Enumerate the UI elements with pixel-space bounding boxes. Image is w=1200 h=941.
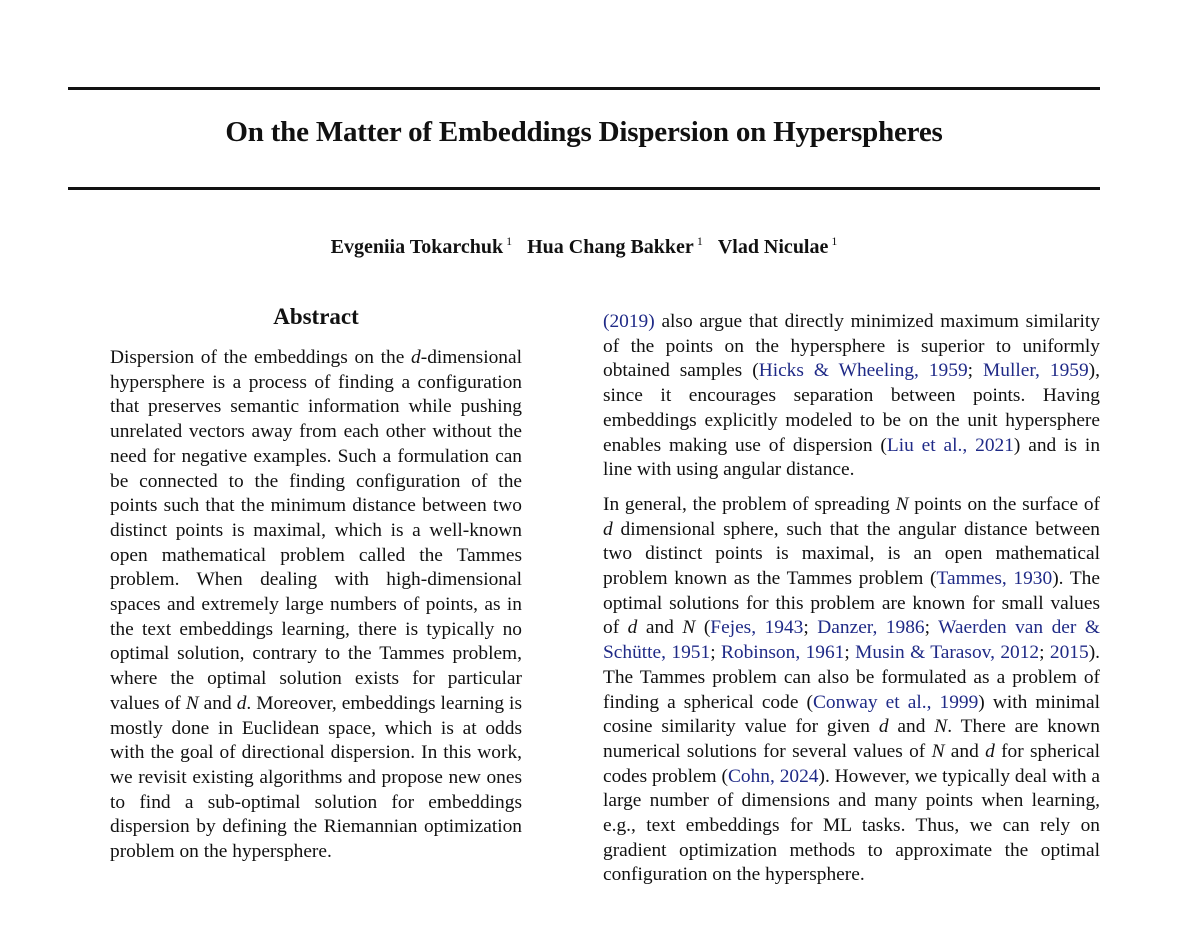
title-bottom-rule: [68, 187, 1100, 190]
text-run: ;: [803, 617, 818, 639]
abstract-heading: Abstract: [273, 304, 359, 329]
math-var: d: [878, 716, 889, 738]
text-run: ). However, we typically deal with a large number of dimensions and many points when learning, e.g., text embeddings for ML tasks. Thus, we can rely on gradient optimization methods to approximate the optimal configuration on the hypersphere.: [603, 765, 1100, 886]
author: [718, 236, 838, 258]
author-affiliation: 1: [831, 234, 838, 248]
author: [331, 236, 512, 258]
author-name: Hua Chang Bakker: [527, 236, 694, 258]
text-run: ;: [924, 617, 939, 639]
abstract-text: [110, 346, 522, 865]
text-run: and: [888, 716, 935, 738]
text-run: ;: [844, 642, 856, 664]
text-run: for spherical codes problem (: [603, 740, 1100, 787]
math-var: d: [985, 740, 995, 762]
text-run: and: [944, 740, 986, 762]
citation-link[interactable]: Cohn, 2024: [727, 765, 819, 787]
math-var: N: [931, 740, 945, 762]
math-var: d: [627, 617, 638, 639]
paper-title: On the Matter of Embeddings Dispersion on Hyperspheres: [225, 116, 943, 148]
text-run: ), since it encourages separation between points. Having embeddings explicitly modeled to be on the unit hypersphere enables making use of dispersion (: [603, 360, 1100, 456]
citation-link[interactable]: Hicks & Wheeling, 1959: [758, 360, 968, 382]
abstract-text-run: Dispersion of the embeddings on the: [110, 347, 412, 368]
body-paragraph: [603, 310, 1100, 483]
body-column: [603, 310, 1100, 888]
text-run: . There are known numerical solutions for several values of: [603, 716, 1100, 762]
text-run: points on the surface of: [908, 493, 1100, 515]
body-paragraph: [603, 493, 1100, 888]
math-var: d: [236, 692, 247, 714]
author-list: [68, 234, 1100, 259]
math-var: N: [895, 493, 909, 515]
abstract-text-run: -dimensional hypersphere is a process of finding a configuration that preserves semantic information while pushing unrelated vectors away from each other without the need for negative examples. Such a formulation can be connected to the finding configuration of the points such that the minimum distance between two distinct points is maximal, which is a well-known open mathematical problem called the Tammes problem. When dealing with high-dimensional spaces and extremely large numbers of points, as in the text embeddings learning, there is typically no optimal solution, contrary to the Tammes problem, where the optimal solution exists for particular values of: [110, 347, 522, 714]
abstract-text-run: and: [198, 692, 237, 714]
abstract-text-run: . Moreover, embeddings learning is mostly done in Euclidean space, which is at odds with the goal of directional dispersion. In this work, we revisit existing algorithms and propose new ones to find a sub-optimal solution for embeddings dispersion by defining the Riemannian optimization problem on the hypersphere.: [110, 692, 522, 863]
citation-link[interactable]: Liu et al., 2021: [886, 434, 1014, 456]
citation-link[interactable]: Conway et al., 1999: [812, 691, 979, 713]
math-var: d: [603, 518, 613, 540]
author-name: Evgeniia Tokarchuk: [330, 236, 504, 258]
text-run: ) with minimal cosine similarity value for given: [603, 691, 1101, 738]
math-var: N: [682, 617, 696, 639]
citation-link[interactable]: Musin & Tarasov, 2012: [855, 642, 1040, 664]
text-run: ;: [967, 360, 984, 382]
citation-link[interactable]: Waerden van der & Schütte, 1951: [603, 617, 1100, 664]
math-var: N: [934, 716, 948, 738]
citation-link[interactable]: Muller, 1959: [983, 360, 1089, 382]
text-run: also argue that directly minimized maximum similarity of the points on the hypersphere is superior to uniformly obtained samples (: [603, 311, 1100, 382]
text-run: In general, the problem of spreading: [603, 493, 896, 515]
text-run: ;: [1039, 642, 1050, 664]
citation-link[interactable]: 2015: [1049, 642, 1089, 664]
citation-link[interactable]: Tammes, 1930: [936, 568, 1053, 590]
citation-link[interactable]: Robinson, 1961: [720, 642, 845, 664]
text-run: ). The Tammes problem can also be formulated as a problem of finding a spherical code (: [603, 642, 1100, 713]
author-affiliation: 1: [696, 234, 703, 248]
math-var: d: [411, 347, 421, 368]
citation-link[interactable]: Fejes, 1943: [710, 617, 804, 639]
author: [527, 236, 703, 258]
math-var: N: [185, 692, 199, 714]
text-run: and: [637, 617, 683, 639]
text-run: ;: [710, 642, 721, 664]
text-run: (: [695, 617, 711, 639]
citation-link[interactable]: (2019): [603, 311, 655, 332]
text-run: dimensional sphere, such that the angular distance between two distinct points is maximal, is an open mathematical problem known as the Tammes problem (: [603, 518, 1100, 590]
title-top-rule: [68, 87, 1100, 90]
author-name: Vlad Niculae: [717, 236, 829, 258]
text-run: ). The optimal solutions for this problem are known for small values of: [603, 568, 1100, 639]
text-run: ) and is in line with using angular distance.: [603, 434, 1101, 481]
author-affiliation: 1: [506, 234, 513, 248]
citation-link[interactable]: Danzer, 1986: [817, 617, 925, 639]
